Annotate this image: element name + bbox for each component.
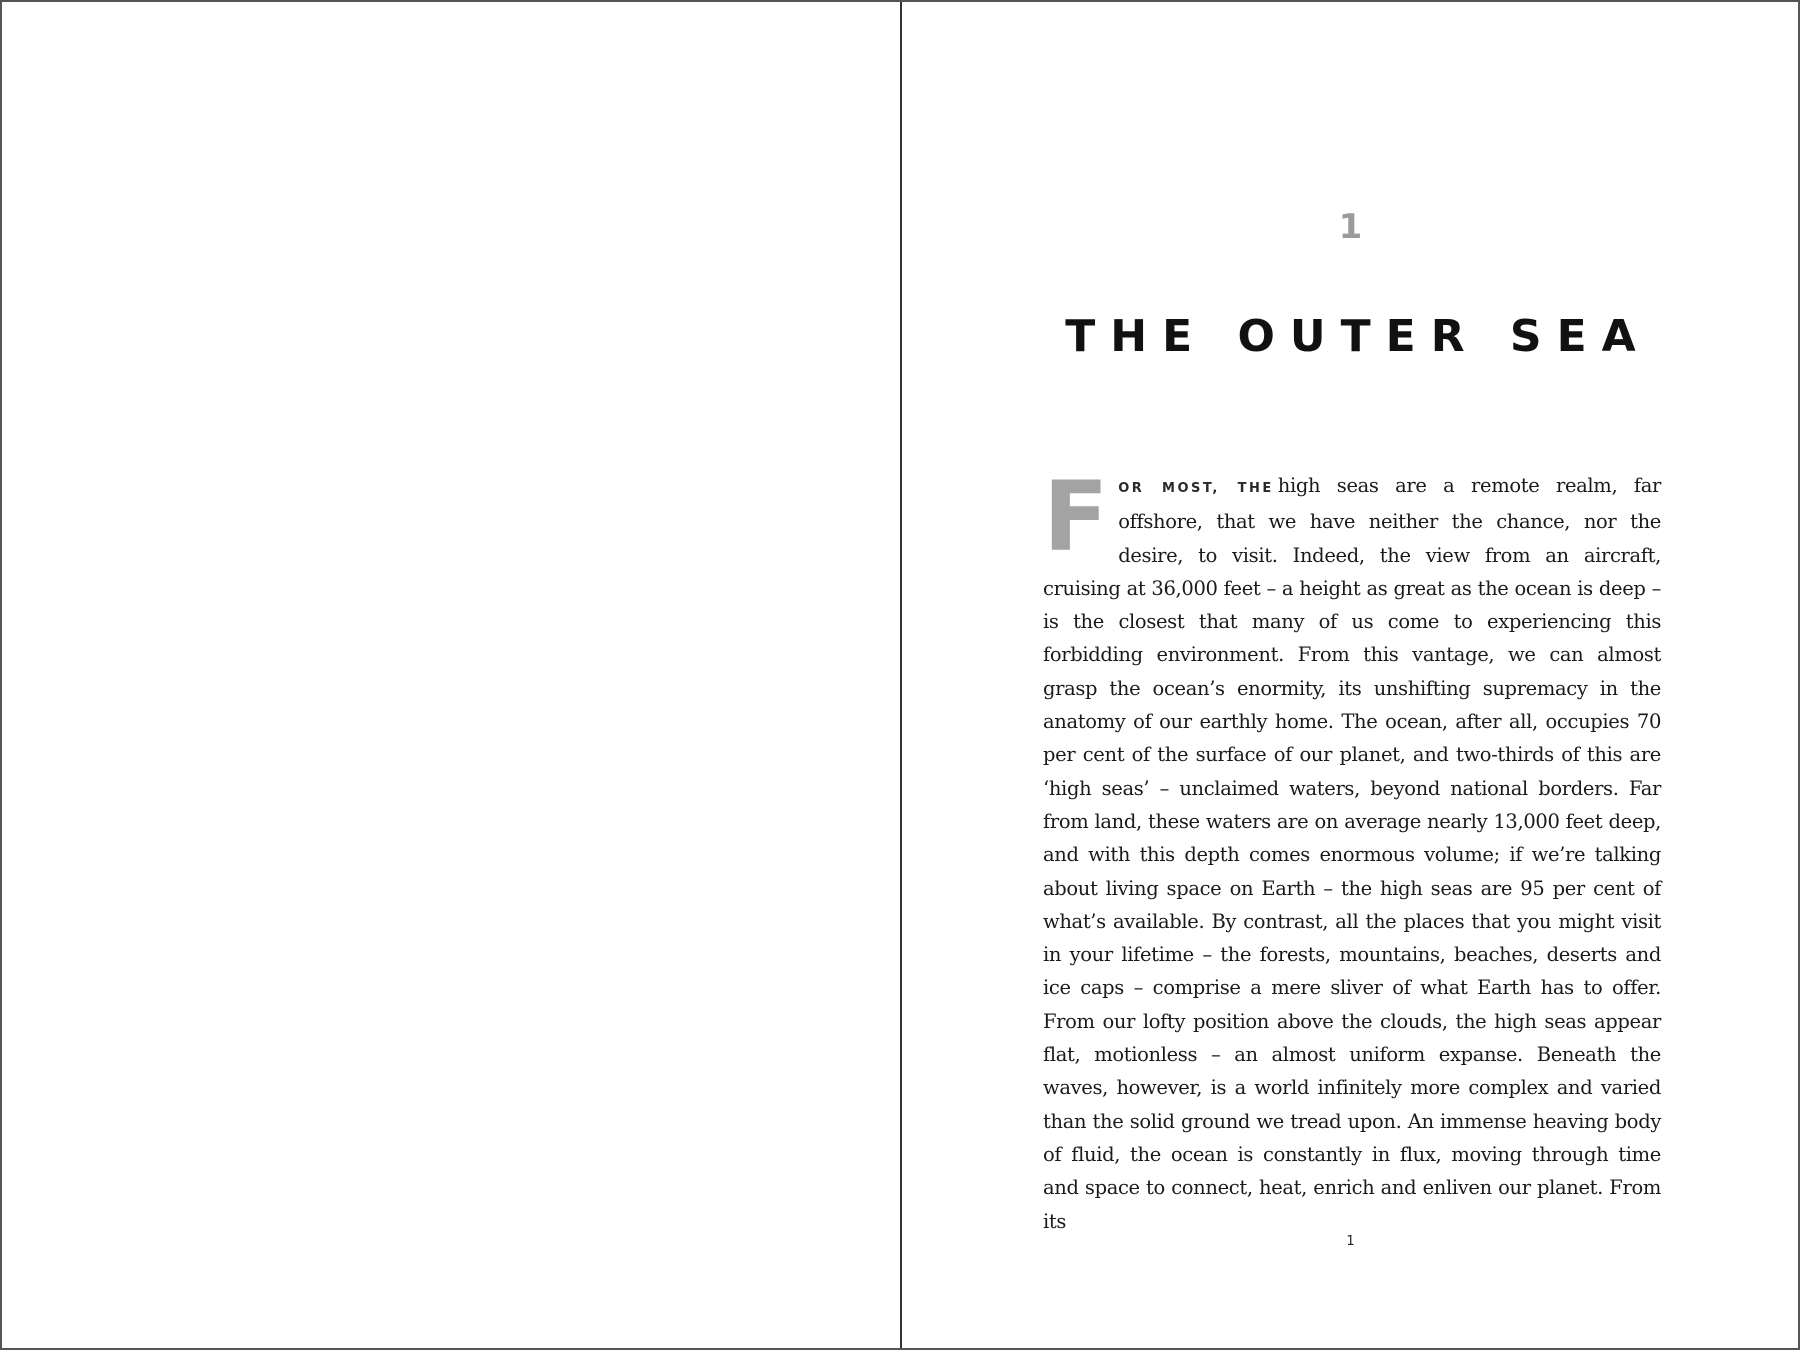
page-number: 1 [1346, 1234, 1355, 1249]
right-page [903, 2, 1798, 1348]
body-paragraph [1043, 461, 1662, 1238]
drop-cap: F [1043, 461, 1109, 573]
body-text: high seas are a remote realm, far offshore, that we have neither the chance, nor the desire, to visit. Indeed, the view from an aircraft, cruising at 36,000 feet – a height as great as the ocean is deep – is the closest that many of us come to experiencing this forbidding environment. From this vantage, we can almost grasp the ocean’s enormity, its unshifting supremacy in the anatomy of our earthly home. The ocean, after all, occupies 70 per cent of the surface of our planet, and two-thirds of this are ‘high seas’ – unclaimed waters, beyond national borders. Far from land, these waters are on average nearly 13,000 feet deep, and with this depth comes enormous volume; if we’re talking about living space on Earth – the high seas are 95 per cent of what’s available. By contrast, all the places that you might visit in your lifetime – the forests, mountains, beaches, deserts and ice caps – comprise a mere sliver of what Earth has to offer. From our lofty position above the clouds, the high seas appear flat, motionless – an almost uniform expanse. Beneath the waves, however, is a world infinitely more complex and varied than the solid ground we tread upon. An immense heaving body of fluid, the ocean is constantly in flux, moving through time and space to connect, heat, enrich and enliven our planet. From its [1043, 474, 1662, 1233]
left-page-blank [2, 2, 901, 1348]
page-gutter-divider [900, 2, 902, 1348]
chapter-number: 1 [1338, 207, 1363, 247]
chapter-title: THE OUTER SEA [1065, 311, 1651, 362]
lead-in-small-caps: OR MOST, THE [1118, 481, 1274, 496]
